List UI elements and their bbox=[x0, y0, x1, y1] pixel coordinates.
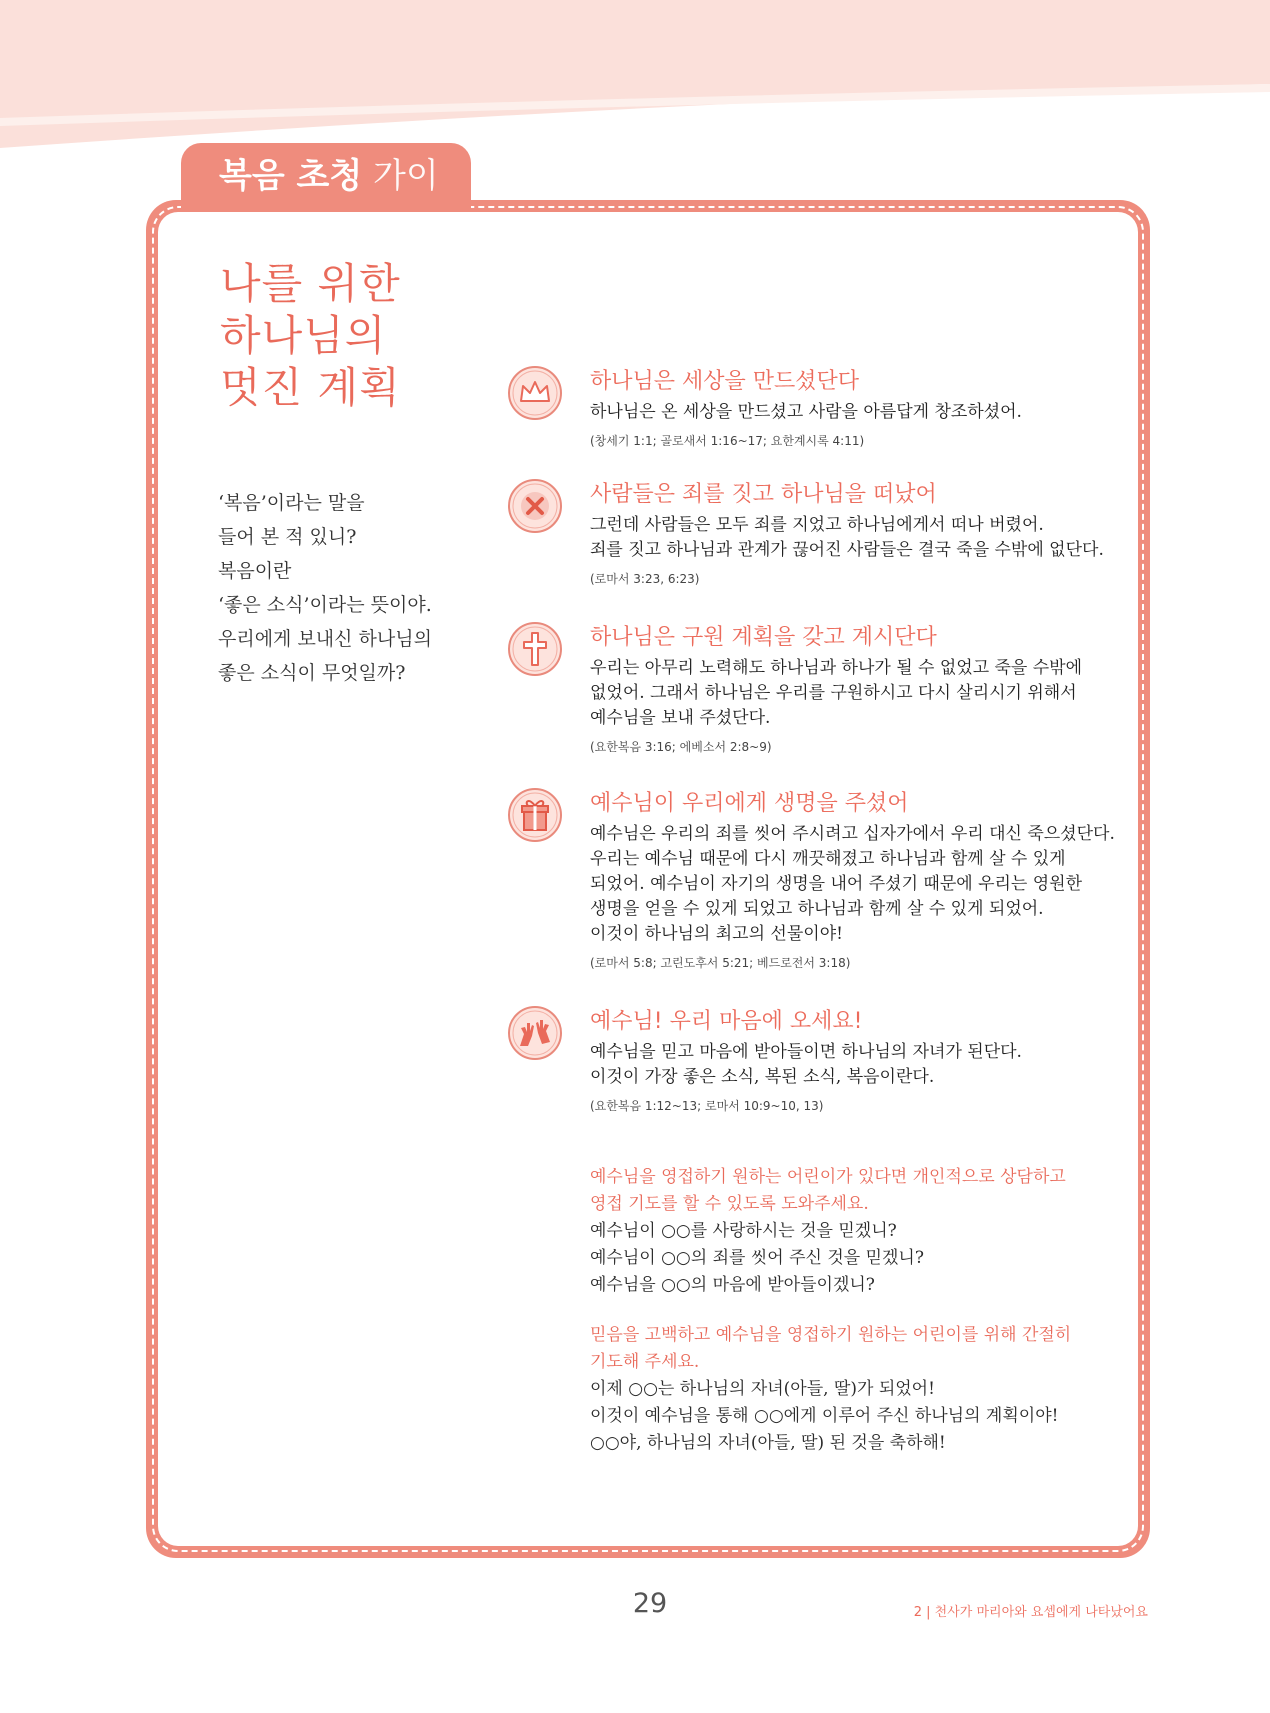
guide-instruction: 기도해 주세요. bbox=[590, 1352, 700, 1372]
intro-line: 우리에게 보내신 하나님의 bbox=[218, 628, 432, 650]
step-line: 없었어. 그래서 하나님은 우리를 구원하시고 다시 살리시기 위해서 bbox=[590, 683, 1077, 703]
guide-statement: 이제 ○○는 하나님의 자녀(아들, 딸)가 되었어! bbox=[590, 1379, 935, 1399]
scripture-reference: (로마서 5:8; 고린도후서 5:21; 베드로전서 3:18) bbox=[590, 956, 851, 970]
section-tab bbox=[181, 143, 471, 262]
crown-icon bbox=[506, 364, 564, 422]
guide-statement: 이것이 예수님을 통해 ○○에게 이루어 주신 하나님의 계획이야! bbox=[590, 1406, 1059, 1426]
step-heading: 하나님은 구원 계획을 갖고 계시단다 bbox=[590, 625, 937, 650]
scripture-reference: (창세기 1:1; 골로새서 1:16~17; 요한계시록 4:11) bbox=[590, 434, 865, 448]
raised-hands-icon bbox=[506, 1004, 564, 1062]
guide-block-acceptance bbox=[590, 1164, 1110, 1299]
title-line: 나를 위한 bbox=[220, 259, 401, 308]
step-line: 예수님은 우리의 죄를 씻어 주시려고 십자가에서 우리 대신 죽으셨단다. bbox=[590, 824, 1115, 844]
tab-strong-label: 복음 초청 bbox=[219, 156, 363, 196]
cross-icon bbox=[506, 620, 564, 678]
step-line: 이것이 가장 좋은 소식, 복된 소식, 복음이란다. bbox=[590, 1067, 935, 1087]
step-line: 이것이 하나님의 최고의 선물이야! bbox=[590, 924, 843, 944]
step-line: 그런데 사람들은 모두 죄를 지었고 하나님에게서 떠나 버렸어. bbox=[590, 515, 1044, 535]
step-line: 되었어. 예수님이 자기의 생명을 내어 주셨기 때문에 우리는 영원한 bbox=[590, 874, 1083, 894]
intro-line: 좋은 소식이 무엇일까? bbox=[218, 662, 406, 684]
guide-question: 예수님을 ○○의 마음에 받아들이겠니? bbox=[590, 1275, 875, 1295]
title-line: 멋진 계획 bbox=[220, 363, 401, 412]
step-heading: 하나님은 세상을 만드셨단다 bbox=[590, 369, 860, 394]
step-body bbox=[590, 656, 1110, 760]
title-line: 하나님의 bbox=[220, 311, 387, 360]
intro-line: ‘복음’이라는 말을 bbox=[218, 492, 365, 514]
top-decorative-band bbox=[0, 0, 1270, 150]
intro-line: 들어 본 적 있니? bbox=[218, 526, 357, 548]
guide-block-prayer bbox=[590, 1322, 1110, 1457]
step-body bbox=[590, 1040, 1110, 1119]
guide-instruction: 믿음을 고백하고 예수님을 영접하기 원하는 어린이를 위해 간절히 bbox=[590, 1325, 1072, 1345]
scripture-reference: (요한복음 1:12~13; 로마서 10:9~10, 13) bbox=[590, 1099, 824, 1113]
step-heading: 예수님이 우리에게 생명을 주셨어 bbox=[590, 791, 909, 816]
step-heading: 예수님! 우리 마음에 오세요! bbox=[590, 1009, 863, 1034]
page-number: 29 bbox=[632, 1588, 668, 1619]
intro-line: ‘좋은 소식’이라는 뜻이야. bbox=[218, 594, 432, 616]
guide-question: 예수님이 ○○의 죄를 씻어 주신 것을 믿겠니? bbox=[590, 1248, 924, 1268]
x-mark-icon bbox=[506, 477, 564, 535]
chapter-label: 2 | 천사가 마리아와 요셉에게 나타났어요 bbox=[913, 1605, 1148, 1620]
tab-light-label: 가이드 bbox=[219, 156, 439, 262]
step-line: 죄를 짓고 하나님과 관계가 끊어진 사람들은 결국 죽을 수밖에 없단다. bbox=[590, 540, 1104, 560]
step-line: 생명을 얻을 수 있게 되었고 하나님과 함께 살 수 있게 되었어. bbox=[590, 899, 1044, 919]
intro-line: 복음이란 bbox=[218, 560, 292, 582]
scripture-reference: (요한복음 3:16; 에베소서 2:8~9) bbox=[590, 740, 772, 754]
intro-text bbox=[218, 486, 498, 690]
page-title bbox=[220, 258, 401, 414]
step-body bbox=[590, 513, 1110, 592]
guide-instruction: 예수님을 영접하기 원하는 어린이가 있다면 개인적으로 상담하고 bbox=[590, 1167, 1066, 1187]
guide-statement: ○○야, 하나님의 자녀(아들, 딸) 된 것을 축하해! bbox=[590, 1433, 946, 1453]
step-body bbox=[590, 400, 1110, 454]
step-body bbox=[590, 822, 1115, 976]
step-line: 우리는 예수님 때문에 다시 깨끗해졌고 하나님과 함께 살 수 있게 bbox=[590, 849, 1066, 869]
step-line: 예수님을 믿고 마음에 받아들이면 하나님의 자녀가 된단다. bbox=[590, 1042, 1022, 1062]
step-line: 하나님은 온 세상을 만드셨고 사람을 아름답게 창조하셨어. bbox=[590, 402, 1022, 422]
scripture-reference: (로마서 3:23, 6:23) bbox=[590, 572, 700, 586]
guide-question: 예수님이 ○○를 사랑하시는 것을 믿겠니? bbox=[590, 1221, 897, 1241]
guide-instruction: 영접 기도를 할 수 있도록 도와주세요. bbox=[590, 1194, 869, 1214]
gift-icon bbox=[506, 786, 564, 844]
step-line: 예수님을 보내 주셨단다. bbox=[590, 708, 771, 728]
step-line: 우리는 아무리 노력해도 하나님과 하나가 될 수 없었고 죽을 수밖에 bbox=[590, 658, 1083, 678]
step-heading: 사람들은 죄를 짓고 하나님을 떠났어 bbox=[590, 482, 937, 507]
